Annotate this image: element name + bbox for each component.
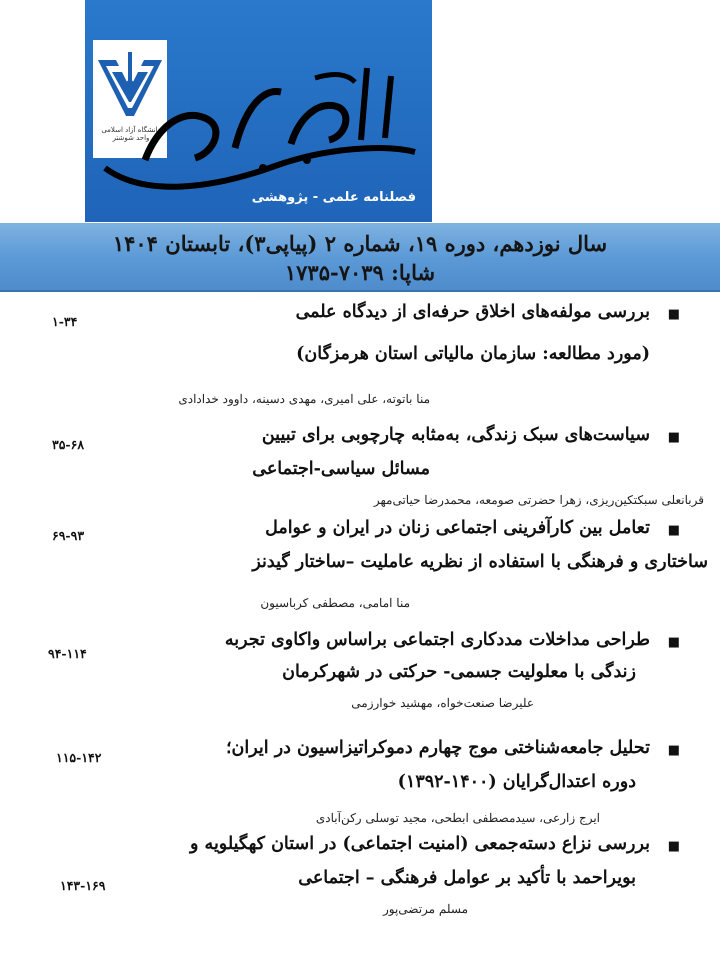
header-left-margin [0,0,85,222]
article-authors: ایرج زارعی، سیدمصطفی ابطحی، مجید توسلی رکن‌آبادی [315,811,600,825]
article-title-line: زندگی با معلولیت جسمی- حرکتی در شهرکرمان [282,662,636,682]
bullet-icon: ■ [667,523,680,538]
article-authors: علیرضا صنعت‌خواه، مهشید خوارزمی [351,696,534,710]
article-authors: منا امامی، مصطفی کرباسیون [260,596,410,610]
article-title-line: تعامل بین کارآفرینی اجتماعی زنان در ایران و عوامل [265,518,650,538]
article-title-line: بررسی نزاع دسته‌جمعی (امنیت اجتماعی) در استان کهگیلویه و [190,834,650,854]
article-authors: قربانعلی سبکتکین‌ریزی، زهرا حضرتی صومعه، محمدرضا حیاتی‌مهر [373,493,704,507]
issue-info-band [0,222,720,292]
journal-title-logotype [85,48,432,198]
header-right-margin [432,0,720,222]
article-title-line: ساختاری و فرهنگی با استفاده از نظریه عاملیت –ساختار گیدنز [252,552,708,572]
article-pages: ۳۵-۶۸ [52,437,85,452]
article-title-line: تحلیل جامعه‌شناختی موج چهارم دموکراتیزاسیون در ایران؛ [225,738,650,758]
article-authors: مسلم مرتضی‌پور [382,902,468,916]
article-title-line: دوره اعتدال‌گرایان (۱۴۰۰-۱۳۹۲) [397,772,636,792]
issue-line: سال نوزدهم، دوره ۱۹، شماره ۲ (پیاپی۳)، تابستان ۱۴۰۴ [112,231,608,256]
bullet-icon: ■ [667,307,680,322]
bullet-icon: ■ [667,743,680,758]
article-title-line: (مورد مطالعه: سازمان مالیاتی استان هرمزگان) [296,344,650,364]
bullet-icon: ■ [667,839,680,854]
article-title-line: مسائل سیاسی-اجتماعی [252,459,430,479]
article-title-line: بررسی مولفه‌های اخلاق حرفه‌ای از دیدگاه علمی [295,302,650,322]
article-pages: ۱-۳۴ [52,314,78,329]
journal-subtitle: فصلنامه علمی - پژوهشی [251,190,416,205]
article-title-line: طراحی مداخلات مددکاری اجتماعی براساس واکاوی تجربه [224,630,650,650]
issn-line: شاپا: ۷۰۳۹-۱۷۳۵ [284,260,436,285]
article-title-line: بویراحمد با تأکید بر عوامل فرهنگی – اجتماعی [298,868,636,888]
bullet-icon: ■ [667,635,680,650]
article-pages: ۹۴-۱۱۴ [48,646,87,661]
article-pages: ۱۱۵-۱۴۲ [56,750,102,765]
article-title-line: سیاست‌های سبک زندگی، به‌مثابه چارچوبی برای تبیین [261,425,650,445]
journal-header [85,0,432,222]
article-pages: ۱۴۳-۱۶۹ [60,878,106,893]
article-authors: منا باتوته، علی امیری، مهدی دسینه، داوود خدادادی [178,392,430,406]
bullet-icon: ■ [667,430,680,445]
university-seal-text: دانشگاه آزاد اسلامی واحد شوشتر [101,126,161,142]
article-pages: ۶۹-۹۳ [52,528,85,543]
